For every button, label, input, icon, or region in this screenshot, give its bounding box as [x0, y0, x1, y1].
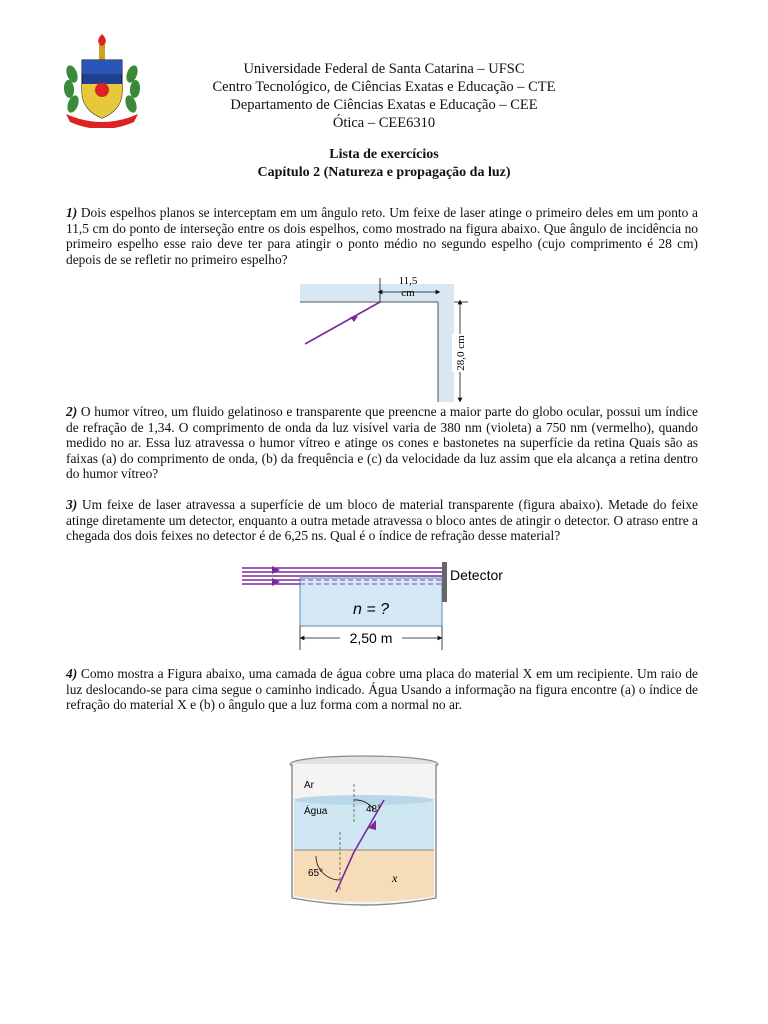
header-department: Departamento de Ciências Exatas e Educação – CEE — [230, 97, 538, 113]
header-center: Centro Tecnológico, de Ciências Exatas e Educação – CTE — [212, 79, 556, 95]
fig3-index-label: n = ? — [352, 601, 390, 618]
figure-detector — [238, 558, 528, 654]
fig1-label-h: 11,5 — [398, 275, 418, 287]
beam-arrow-icon — [272, 578, 280, 586]
question-3 — [66, 497, 698, 544]
question-2-text: O humor vítreo, um fluido gelatinoso e transparente que preencne a maior parte do globo ocular, possui um índice de refração de 1,34. O comprimento de onda da luz visível varia de 380 nm (violeta) a 750 nm (vermelho), quando medido no ar. Essa luz atravessa o humor vítreo e atinge os cones e bastonetes na superfície da retina Quais são as faixas (a) do comprimento de onda, (b) da frequência e (c) da velocidade da luz assim que ela alcança a retina dentro do humor vítreo? — [66, 404, 698, 481]
fig4-material-label: x — [392, 871, 398, 885]
chapter-title: Capítulo 2 (Natureza e propagação da luz) — [257, 165, 511, 180]
fig1-label-v: 28,0 cm — [455, 335, 467, 371]
fig4-angle2-label: 65° — [308, 868, 324, 879]
question-4 — [66, 666, 698, 713]
fig4-angle1-label: 48° — [366, 804, 382, 815]
header-course: Ótica – CEE6310 — [332, 115, 436, 131]
question-3-text: Um feixe de laser atravessa a superfície de um bloco de material transparente (figura abaixo). Metade do feixe atinge diretamente um detector, enquanto a outra metade atravessa o bloco antes de atingir o detector. O atraso entre a chegada dos dois feixes no detector é de 6,25 ns. Qual é o índice de refração desse material? — [66, 497, 698, 543]
question-2 — [66, 404, 698, 482]
list-title: Lista de exercícios — [329, 147, 439, 162]
beam-arrow-icon — [272, 566, 280, 574]
fig3-length-label: 2,50 m — [349, 630, 393, 646]
fig1-label-h-unit: cm — [401, 287, 415, 299]
figure-mirrors — [280, 272, 490, 402]
fig3-detector-label: Detector — [450, 567, 503, 583]
question-4-text: Como mostra a Figura abaixo, uma camada de água cobre uma placa do material X em um recipiente. Um raio de luz deslocando-se para cima segue o caminho indicado. Água Usando a informação na figura encontre (a) o índice de refração do material X e (b) o ângulo que a luz forma com a normal no ar. — [66, 666, 698, 712]
fig4-air-label: Ar — [304, 780, 314, 791]
question-3-number: 3) — [66, 497, 78, 512]
fig4-water-label: Água — [304, 806, 328, 817]
question-1-text: Dois espelhos planos se interceptam em um ângulo reto. Um feixe de laser atinge o primeiro deles em um ponto a 11,5 cm do ponto de interseção entre os dois espelhos, como mostrado na figura abaixo. Que ângulo de incidência no primeiro espelho esse raio deve ter para atingir o ponto médio no segundo espelho (cujo comprimento é 28 cm) depois de se refletir no primeiro espelho? — [66, 205, 698, 267]
header-university: Universidade Federal de Santa Catarina – UFSC — [243, 61, 525, 77]
question-1 — [66, 205, 698, 267]
question-2-number: 2) — [66, 404, 78, 419]
figure-container — [282, 752, 446, 906]
question-4-number: 4) — [66, 666, 78, 681]
question-1-number: 1) — [66, 205, 78, 220]
